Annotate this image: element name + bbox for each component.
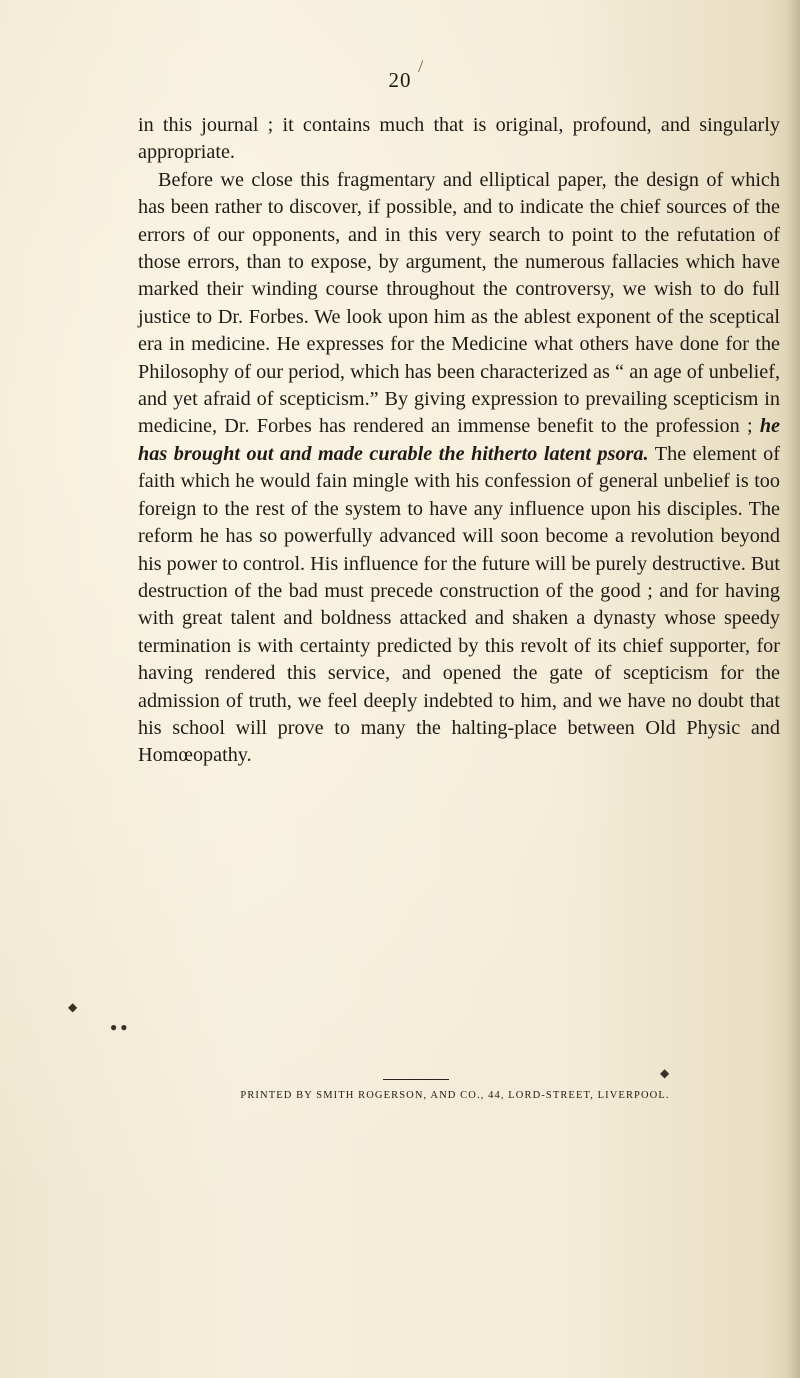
paragraph-2-part-2: The element of faith which he would fain mingle with his confession of general unbelief is too foreign to the rest of the system to have any influence upon his disciples. The reform he has so powerfully advanced will soon become a revolution beyond his power to control. His influence for the future will be purely destructive. But destruction of the bad must precede construction of the good ; and for having with great talent and boldness attacked and shaken a dynasty whose speedy termination is with certainty predicted by this revolt of its chief supporter, for having rendered this service, and opened the gate of scepticism for the admission of truth, we feel deeply indebted to him, and we have no doubt that his school will prove to many the halting-place between Old Physic and Homœopathy. [138, 442, 780, 767]
speck-mark-right: ◆ [660, 1066, 670, 1080]
page-edge-shadow [786, 0, 800, 1378]
speck-mark: ◆ [68, 1000, 78, 1014]
paragraph-2 [138, 167, 780, 770]
printer-imprint: PRINTED BY SMITH ROGERSON, AND CO., 44, LORD-STREET, LIVERPOOL. [240, 1090, 670, 1101]
body-text [138, 112, 780, 770]
paragraph-1: in this journal ; it contains much that is original, profound, and singularly appropriate. [138, 114, 780, 164]
ink-mark: \ [412, 56, 430, 76]
page-number: 20 [388, 68, 412, 92]
paragraph-2-part-1: Before we close this fragmentary and elliptical paper, the design of which has been rather to discover, if possible, and to indicate the chief sources of the errors of our opponents, and in this very search to point to the refutation of those errors, than to expose, by argument, the numerous fallacies which have marked their winding course throughout the controversy, we wish to do full justice to Dr. Forbes. We look upon him as the ablest exponent of the sceptical era in medicine. He expresses for the Medicine what others have done for the Philosophy of our period, which has been characterized as “ an age of unbelief, and yet afraid of scepticism.” By giving expression to prevailing scepticism in medicine, Dr. Forbes has rendered an immense benefit to the profession ; [138, 168, 780, 438]
ink-spots: ●● [110, 1020, 131, 1034]
footer-rule [383, 1079, 449, 1080]
paragraph-2-emphasis: he has brought out and made curable the hitherto latent psora. [138, 415, 780, 465]
